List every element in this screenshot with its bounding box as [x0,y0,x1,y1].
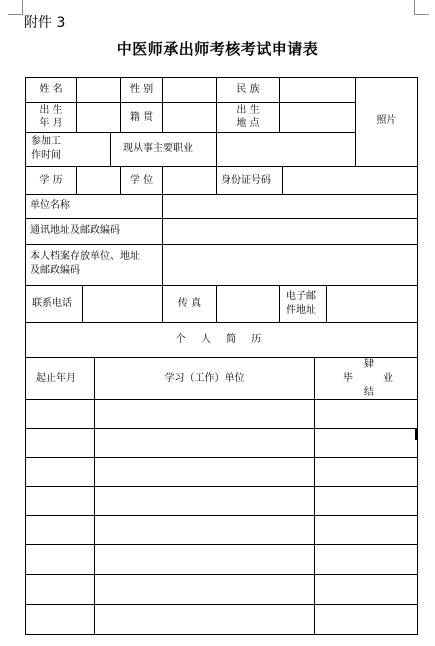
employer-label: 单位名称 [30,200,70,211]
native-place-label: 籍 贯 [129,112,154,123]
phone-field[interactable] [83,286,161,321]
mail-address-label: 通讯地址及邮政编码 [30,225,120,236]
resume-row[interactable] [26,487,416,515]
email-label-line1: 电子邮 [286,291,316,302]
text-cursor [415,428,418,440]
resume-row[interactable] [26,545,416,574]
resume-col-unit: 学习（工作）单位 [164,373,245,384]
phone-label: 联系电话 [32,298,72,309]
native-place-field[interactable] [163,103,215,131]
photo-label: 照片 [376,115,397,126]
work-start-field[interactable] [77,133,109,165]
crop-mark-top-right [414,0,429,15]
archive-label-line2: 及邮政编码 [30,265,80,276]
attachment-label: 附件 3 [24,15,66,31]
id-number-label: 身份证号码 [221,175,271,186]
email-label-line2: 件地址 [286,305,316,316]
resume-row[interactable] [26,458,416,486]
fax-field[interactable] [217,286,278,321]
birthplace-field[interactable] [280,103,354,131]
resume-rows [26,400,416,634]
birth-date-field[interactable] [77,103,119,131]
education-label: 学 历 [39,175,63,186]
resume-col-grad-mid-left: 毕 [343,373,353,384]
occupation-field[interactable] [217,133,354,165]
degree-field[interactable] [163,167,215,193]
form-title: 中医师承出师考核考试申请表 [116,40,319,58]
name-label: 姓 名 [39,84,63,95]
degree-label: 学 位 [129,175,154,186]
photo-field[interactable] [356,78,416,165]
name-field[interactable] [77,78,119,101]
gender-label: 性 别 [129,84,154,95]
email-field[interactable] [327,286,416,321]
ethnicity-field[interactable] [280,78,354,101]
crop-mark-top-left [8,0,23,15]
resume-row[interactable] [26,605,416,634]
resume-row[interactable] [26,575,416,604]
resume-row[interactable] [26,516,416,544]
work-start-label-line2: 作时间 [31,150,61,161]
resume-col-grad-top: 肄 [364,359,374,370]
resume-col-grad-bottom: 结 [364,387,374,398]
archive-field[interactable] [163,245,416,284]
birthplace-label-line2: 地 点 [236,118,260,129]
fax-label: 传 真 [177,298,202,309]
mail-address-field[interactable] [163,219,416,243]
archive-label-line1: 本人档案存放单位、地址 [30,251,140,262]
education-field[interactable] [77,167,119,193]
resume-section-title: 个 人 简 历 [175,334,268,345]
birth-date-label-line1: 出 生 [39,105,63,116]
ethnicity-label: 民 族 [236,84,260,95]
resume-col-dates: 起止年月 [36,373,76,384]
id-number-field[interactable] [283,167,416,193]
birthplace-label-line1: 出 生 [236,105,260,116]
resume-row[interactable] [26,429,416,457]
resume-row[interactable] [26,400,416,428]
occupation-label: 现从事主要职业 [123,143,193,154]
work-start-label-line1: 参加工 [31,136,61,147]
resume-col-grad-mid-right: 业 [383,373,393,384]
gender-field[interactable] [163,78,215,101]
birth-date-label-line2: 年 月 [39,118,63,129]
employer-field[interactable] [163,195,416,217]
